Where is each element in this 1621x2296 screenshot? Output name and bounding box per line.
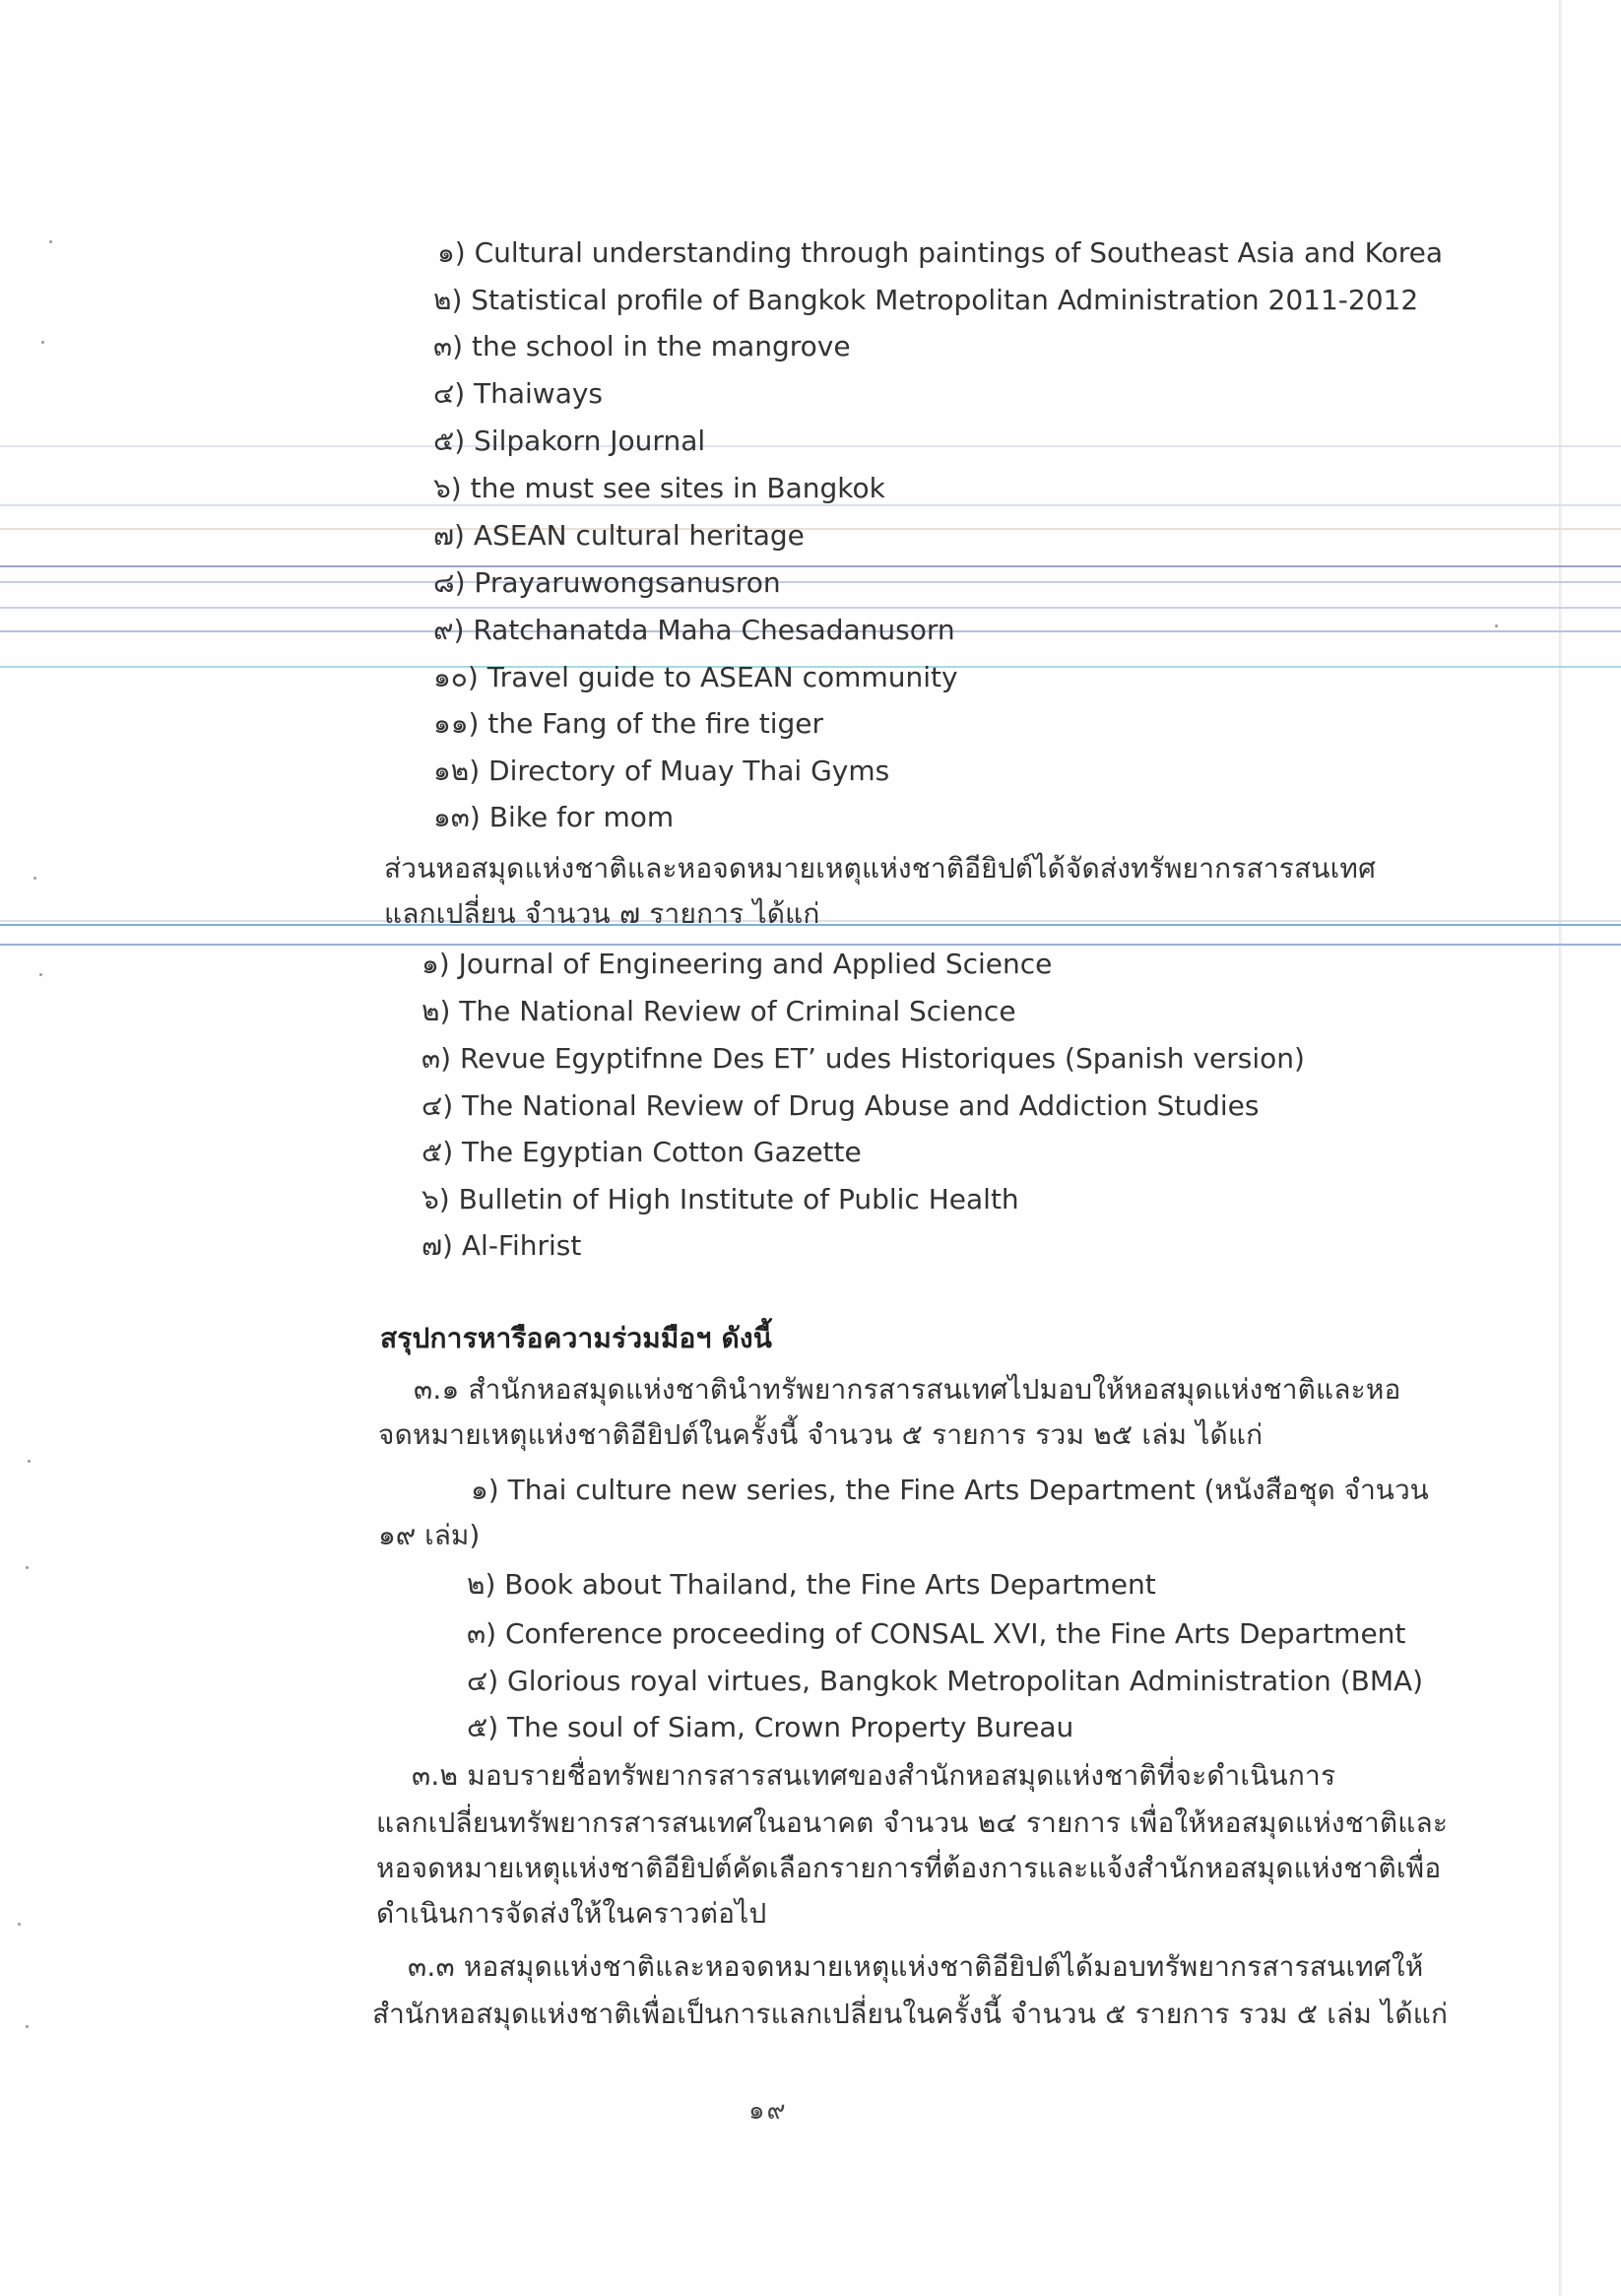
list-item: ๔) Glorious royal virtues, Bangkok Metropolitan Administration (BMA) — [467, 1665, 1424, 1697]
list-item: ๗) Al-Fihrist — [421, 1229, 582, 1262]
list-item: ๕) Silpakorn Journal — [433, 425, 706, 457]
scan-speck — [39, 973, 42, 976]
list-item: ๖) the must see sites in Bangkok — [433, 472, 885, 504]
list-item: ๒) Statistical profile of Bangkok Metropolitan Administration 2011-2012 — [433, 284, 1419, 316]
list-item: ๑๐) Travel guide to ASEAN community — [433, 661, 958, 693]
list-item: ๑๓) Bike for mom — [433, 801, 675, 833]
list-item: ๔) Thaiways — [433, 377, 604, 410]
scan-artifact-line — [0, 565, 1621, 567]
paragraph-line: ๓.๑ สำนักหอสมุดแห่งชาตินำทรัพยากรสารสนเทศไปมอบให้หอสมุดแห่งชาติและหอ — [414, 1373, 1401, 1406]
list-item: ๓) the school in the mangrove — [433, 330, 851, 362]
paragraph-line: จดหมายเหตุแห่งชาติอียิปต์ในครั้งนี้ จำนวน ๕ รายการ รวม ๒๕ เล่ม ได้แก่ — [378, 1418, 1264, 1451]
scan-speck — [1495, 624, 1498, 627]
list-item: ๓) Revue Egyptifnne Des ET’ udes Historiques (Spanish version) — [421, 1042, 1305, 1075]
list-item: ๘) Prayaruwongsanusron — [433, 566, 781, 599]
section-heading: สรุปการหารือความร่วมมือฯ ดังนี้ — [380, 1322, 773, 1354]
scan-artifact-line — [0, 528, 1621, 530]
page-edge — [1559, 0, 1562, 2296]
page-number: ๑๙ — [748, 2096, 788, 2126]
list-item: ๑๒) Directory of Muay Thai Gyms — [433, 754, 890, 787]
list-item: ๑) Cultural understanding through paintings of Southeast Asia and Korea — [437, 236, 1443, 269]
list-item: ๕) The soul of Siam, Crown Property Bureau — [467, 1711, 1074, 1743]
list-item: ๒) Book about Thailand, the Fine Arts Department — [467, 1568, 1156, 1601]
scan-speck — [18, 1923, 21, 1926]
paragraph-line: แลกเปลี่ยนทรัพยากรสารสนเทศในอนาคต จำนวน ๒๔ รายการ เพื่อให้หอสมุดแห่งชาติและ — [376, 1806, 1449, 1839]
list-item: ๙) Ratchanatda Maha Chesadanusorn — [433, 614, 955, 646]
list-item: ๗) ASEAN cultural heritage — [433, 519, 805, 552]
scan-artifact-line — [0, 445, 1621, 447]
scan-artifact-line — [0, 607, 1621, 609]
scan-speck — [26, 1566, 29, 1569]
paragraph-line: ๓.๒ มอบรายชื่อทรัพยากรสารสนเทศของสำนักหอสมุดแห่งชาติที่จะดำเนินการ — [412, 1759, 1336, 1792]
scan-speck — [33, 877, 36, 880]
list-item: ๑๙ เล่ม) — [378, 1519, 481, 1551]
paragraph-line: หอจดหมายเหตุแห่งชาติอียิปต์คัดเลือกรายการที่ต้องการและแจ้งสำนักหอสมุดแห่งชาติเพื่อ — [376, 1852, 1442, 1884]
paragraph-line: ดำเนินการจัดส่งให้ในคราวต่อไป — [376, 1897, 767, 1930]
scan-speck — [26, 2025, 29, 2028]
list-item: ๑๑) the Fang of the fire tiger — [433, 707, 824, 740]
list-item: ๖) Bulletin of High Institute of Public Health — [421, 1183, 1019, 1215]
scan-speck — [49, 240, 52, 243]
scan-speck — [41, 341, 44, 344]
paragraph-line: สำนักหอสมุดแห่งชาติเพื่อเป็นการแลกเปลี่ยนในครั้งนี้ จำนวน ๕ รายการ รวม ๕ เล่ม ได้แก่ — [372, 1998, 1449, 2030]
list-item: ๑) Thai culture new series, the Fine Arts Department (หนังสือชุด จำนวน — [471, 1474, 1429, 1506]
scan-speck — [28, 1460, 31, 1463]
paragraph-line: แลกเปลี่ยน จำนวน ๗ รายการ ได้แก่ — [384, 897, 820, 930]
scan-artifact-line — [0, 944, 1621, 946]
list-item: ๔) The National Review of Drug Abuse and Addiction Studies — [421, 1089, 1260, 1122]
list-item: ๑) Journal of Engineering and Applied Science — [421, 948, 1053, 980]
scan-artifact-line — [0, 581, 1621, 583]
list-item: ๕) The Egyptian Cotton Gazette — [421, 1136, 862, 1168]
paragraph-line: ๓.๓ หอสมุดแห่งชาติและหอจดหมายเหตุแห่งชาติอียิปต์ได้มอบทรัพยากรสารสนเทศให้ — [408, 1950, 1424, 1983]
list-item: ๓) Conference proceeding of CONSAL XVI, the Fine Arts Department — [467, 1617, 1406, 1650]
paragraph-line: ส่วนหอสมุดแห่งชาติและหอจดหมายเหตุแห่งชาติอียิปต์ได้จัดส่งทรัพยากรสารสนเทศ — [384, 852, 1377, 885]
list-item: ๒) The National Review of Criminal Science — [421, 995, 1016, 1027]
